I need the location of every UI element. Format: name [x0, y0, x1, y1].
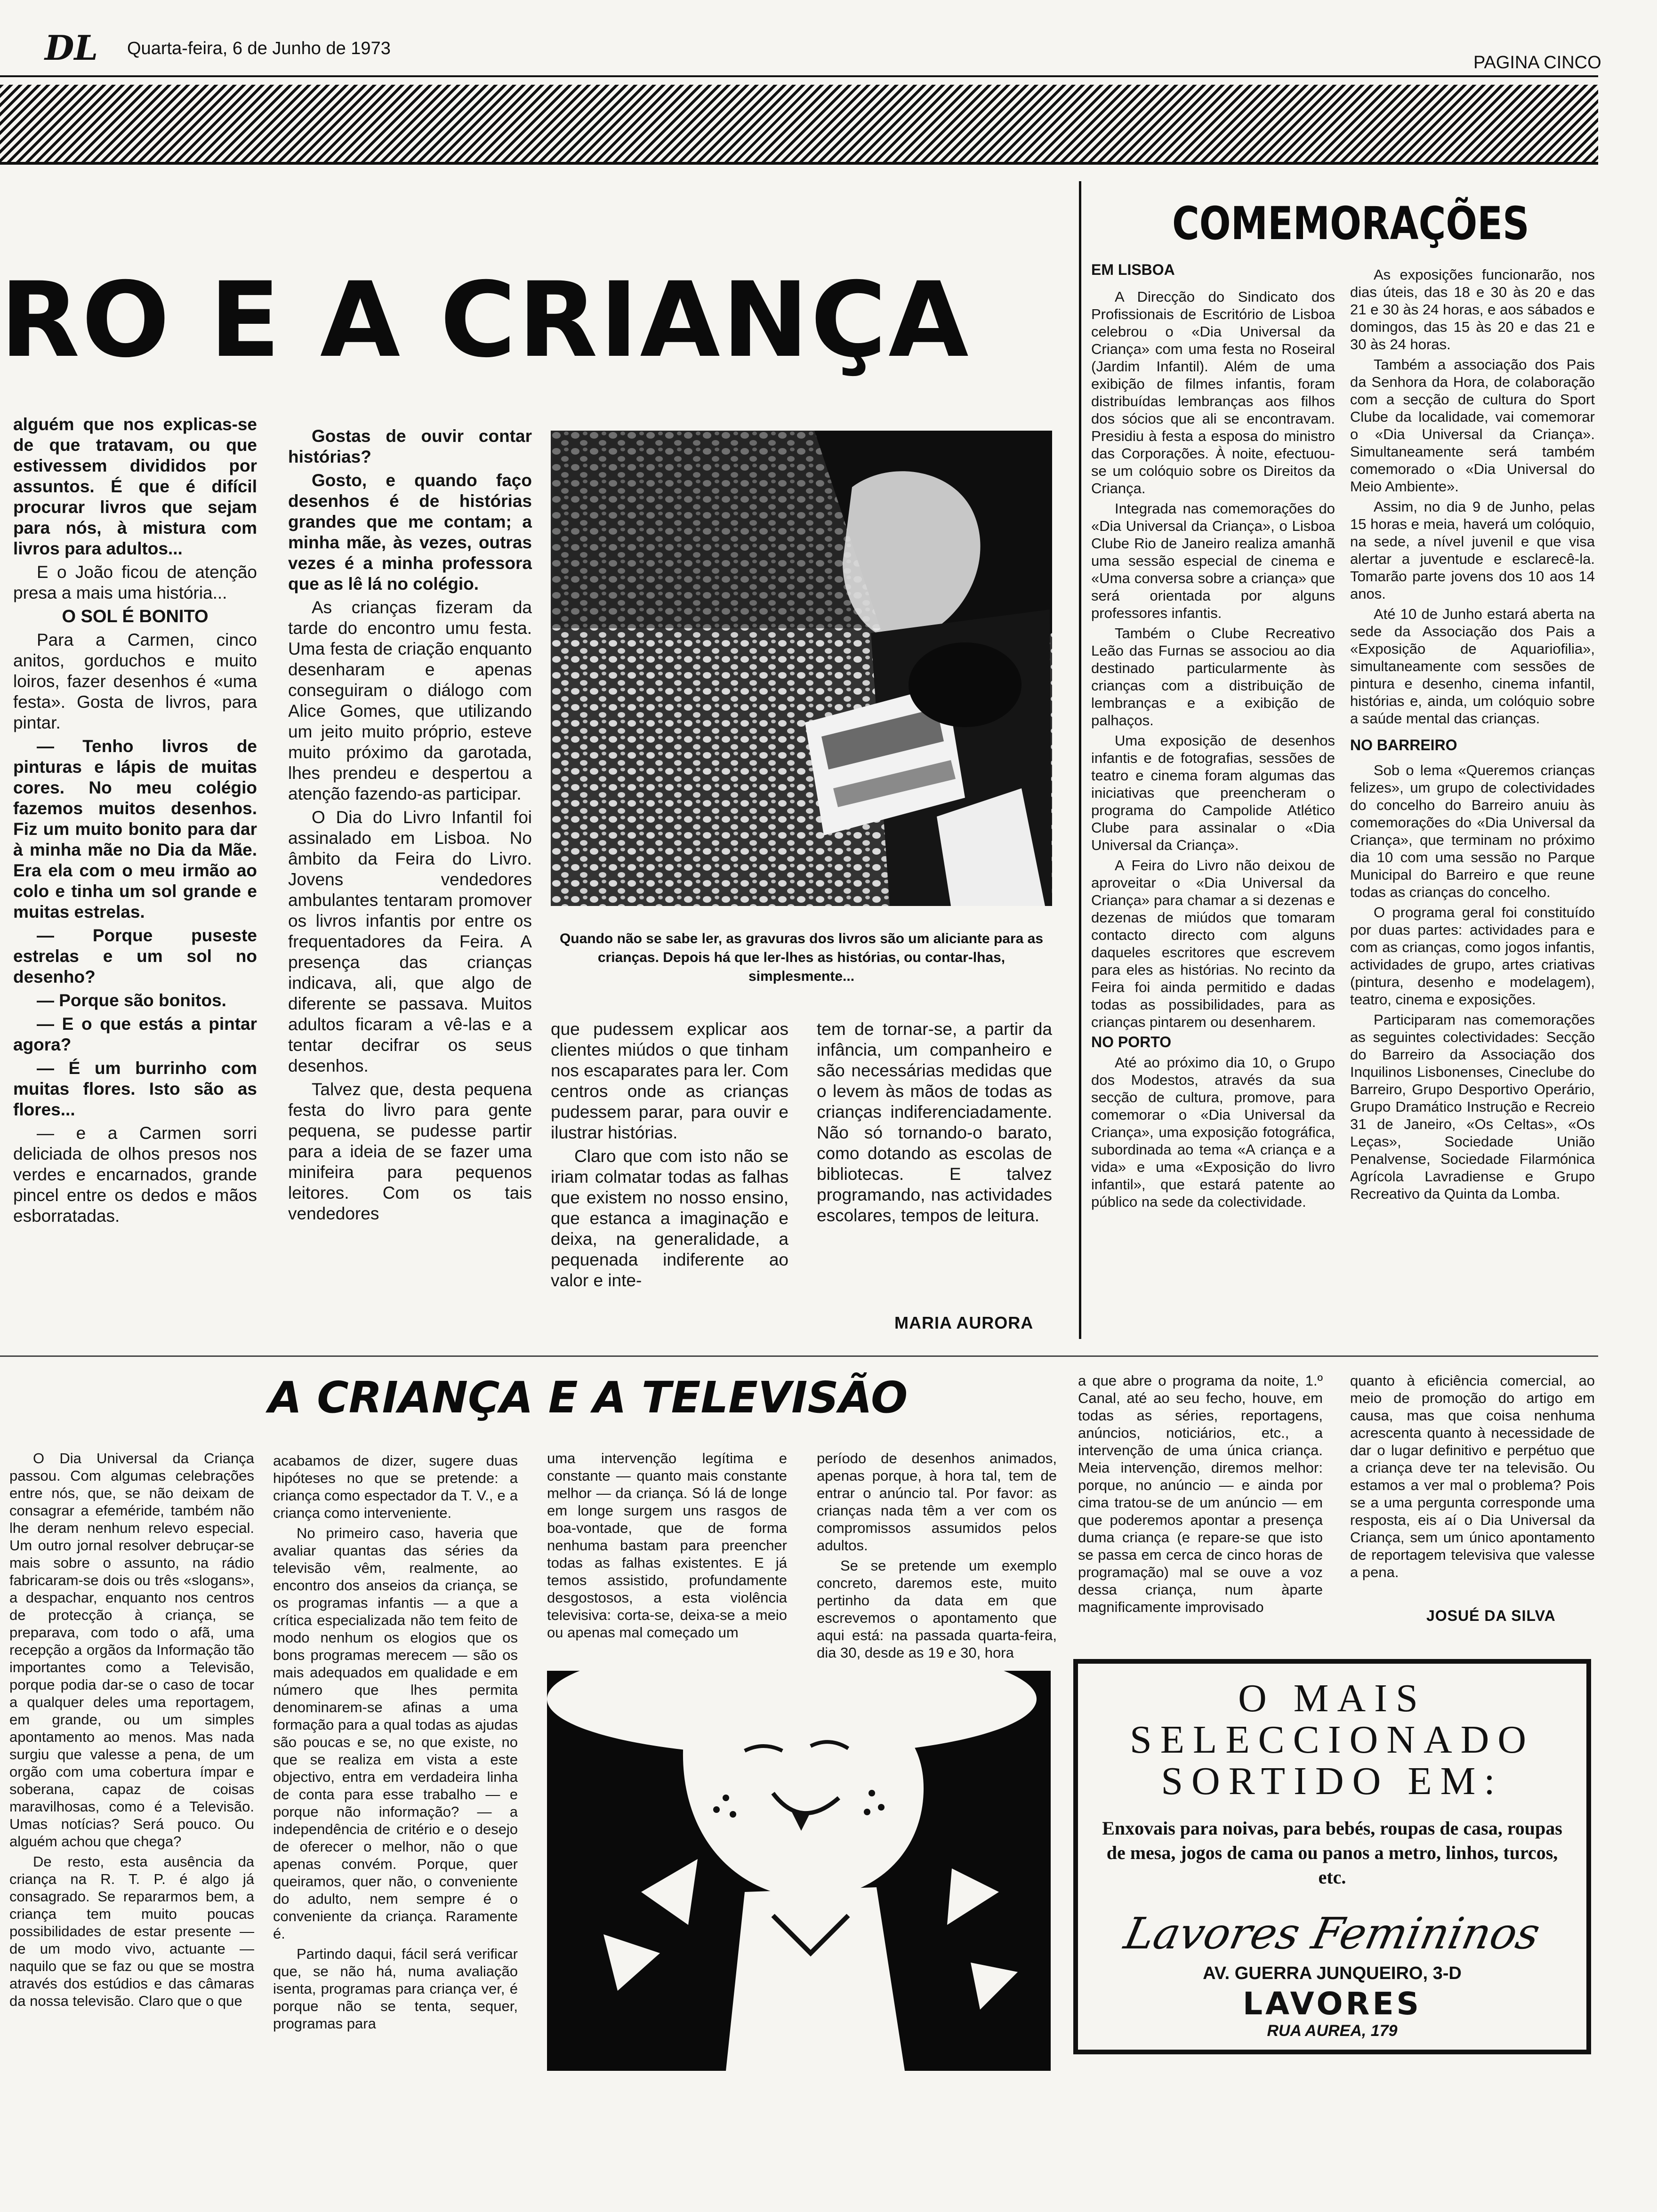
main-title: RO E A CRIANÇA [0, 260, 971, 380]
paragraph: As crianças fizeram da tarde do encontro umu festa. Uma festa de criação enquanto desenharam e apenas conseguiram o diálogo com Alice Gomes, que utilizando um jeito muito próprio, esteve muito próximo da garotada, lhes prendeu e despertou a atenção fazendo-as participar. [288, 598, 532, 803]
paragraph: Integrada nas comemorações do «Dia Universal da Criança», o Lisboa Clube Rio de Janeiro realiza amanhã uma sessão especial de cinema e «Uma conversa sobre a criança» que será orientada por alguns professores infantis. [1091, 500, 1335, 621]
paragraph: alguém que nos explicas-se de que tratavam, ou que estivessem divididos por assuntos. É que é difícil procurar livros que sejam para nós, à mistura com livros para adultos... [13, 415, 257, 558]
paragraph: Gostas de ouvir contar histórias? [288, 426, 532, 466]
paragraph: uma intervenção legítima e constante — quanto mais constante melhor — da criança. Só lá de longe em longe surgem uns rasgos de boa-vontade, que de forma nenhuma bastam para preencher todas as falhas existentes. E já temos assistido, profundamente desgostosos, a esta violência televisiva: corta-se, deixa-se a meio ou apenas mal começado um [547, 1450, 787, 1641]
article1-col3 [551, 1019, 788, 1294]
children-reading-photo [551, 431, 1052, 906]
tv-col3 [547, 1450, 787, 1644]
commemorations-title: COMEMORAÇÕES [1172, 197, 1529, 250]
tv-col1 [9, 1450, 254, 2012]
paragraph: — Porque são bonitos. [37, 991, 226, 1010]
ad-address-1: AV. GUERRA JUNQUEIRO, 3-D [1203, 1964, 1462, 1983]
author-maria-aurora: MARIA AURORA [894, 1313, 1034, 1332]
paragraph: — E o que estás a pintar agora? [13, 1014, 257, 1054]
paragraph: A Direcção do Sindicato dos Profissionais de Escritório de Lisboa celebrou o «Dia Universal da Criança» com uma festa no Roseiral (Jardim Infantil). Além de uma exibição de filmes infantis, foram distribuídas lembranças aos filhos dos sócios que ali se encontravam. Presidiu à festa a esposa do ministro das Corporações. À noite, efectuou-se um colóquio sobre os Direitos da Criança. [1091, 289, 1335, 497]
commemorations-col-a [1091, 261, 1335, 1213]
masthead-logo: DL [45, 28, 98, 68]
paragraph: que pudessem explicar aos clientes miúdos o que tinham nos escaparates para ler. Com centros onde as crianças pudessem parar, para ouvir e ilustrar histórias. [551, 1019, 788, 1142]
paragraph: Claro que com isto não se iriam colmatar todas as falhas que existem no nosso ensino, que estanca a imaginação e deixa, na generalidade, a pequenada indiferente ao valor e inte- [551, 1146, 788, 1290]
ad-brand: LAVORES [1242, 1986, 1422, 2022]
paragraph: tem de tornar-se, a partir da infância, um companheiro e são necessárias medidas que o levem às mãos de todas as crianças indiferenciadamente. Não só tornando-o barato, como dotando as escolas de bibliotecas. E talvez programando, nas actividades escolares, tempos de leitura. [817, 1019, 1052, 1225]
paragraph: Assim, no dia 9 de Junho, pelas 15 horas e meia, haverá um colóquio, na sede, a nível juvenil e que visa alertar a juventude e esclarecê-la. Tomarão parte jovens dos 10 aos 14 anos. [1350, 498, 1595, 602]
header-date: Quarta-feira, 6 de Junho de 1973 [127, 39, 391, 58]
paragraph: — É um burrinho com muitas flores. Isto são as flores... [13, 1058, 257, 1119]
lavores-advertisement [1073, 1659, 1591, 2054]
paragraph: Até ao próximo dia 10, o Grupo dos Modestos, através da sua secção de cultura, promove, para comemorar o «Dia Universal da Criança», uma exposição fotográfica, subordinada ao tema «A criança e a vida» e uma «Exposição do livro infantil», que estará patente ao público na sede da colectividade. [1091, 1054, 1335, 1210]
photo-caption: Quando não se sabe ler, as gravuras dos livros são um aliciante para as crianças. Depois há que ler-lhes as histórias, ou contar-lhas, simplesmente... [559, 931, 1044, 984]
paragraph: O programa geral foi constituído por duas partes: actividades para e com as crianças, como jogos infantis, actividades de grupo, artes criativas (pintura, desenho e modelagem), teatro, cinema e exposições. [1350, 904, 1595, 1008]
paragraph: período de desenhos animados, apenas porque, à hora tal, tem de entrar o anúncio tal. Por favor: as crianças nada têm a ver com os compromissos assumidos pelos adultos. [817, 1450, 1057, 1554]
section-divider [0, 1355, 1598, 1357]
paragraph: No primeiro caso, haveria que avaliar quantas das séries da televisão vêm, realmente, ao encontro dos anseios da criança, se os programas infantis — a que a crítica especializada não tem feito de modo nenhum os elogios que os bons programas merecem — são os mais adequados em qualidade e em número que lhes permita denominarem-se afinas a uma formação para a qual todas as ajudas são poucas e se, no que existe, no que se realiza em vista a este objectivo, entra em verdadeira linha de conta para esse trabalho — e porque não informação? — a independência de critério e o desejo de oferecer o melhor, não o que apenas convém. Porque, quer queiramos, quer não, o conveniente do adulto, nem sempre é o conveniente da criança. Raramente é. [273, 1525, 518, 1942]
commemorations-col-b [1350, 266, 1595, 1205]
paragraph: O Dia do Livro Infantil foi assinalado em Lisboa. No âmbito da Feira do Livro. Jovens vendedores ambulantes tentaram promover os livros infantis por entre os frequentadores da Feira. A presença das crianças indicava, ali, que algo de diferente se passava. Muitos adultos ficaram a vê-las e a tentar decifrar os seus desenhos. [288, 808, 532, 1075]
ad-script-logo: Lavores Femininos [1120, 1908, 1544, 1959]
article1-col2 [288, 426, 532, 1227]
subheading: O SOL É BONITO [62, 607, 209, 626]
article1-col4 [817, 1019, 1052, 1229]
paragraph: Até 10 de Junho estará aberta na sede da Associação dos Pais a «Exposição de Aquariofilia», simultaneamente com sessões de pintura e desenho, cinema infantil, histórias e, ainda, um colóquio sobre a saúde mental das crianças. [1350, 606, 1595, 727]
child-cartoon-illustration [547, 1671, 1051, 2071]
tv-col5 [1078, 1372, 1323, 1619]
author-josue-da-silva: JOSUÉ DA SILVA [1426, 1607, 1556, 1624]
tv-col2 [273, 1452, 518, 2035]
cartoon-drawing [547, 1671, 1051, 2071]
paragraph: a que abre o programa da noite, 1.º Canal, até ao seu fecho, houve, em todas as séries, reportagens, anúncios, noticiários, etc., a intervenção de uma única criança. Meia intervenção, diremos melhor: porque, no anúncio — e ainda por cima tratou-se de um anúncio — em que poderemos apontar a presença duma criança (e repare-se que isto se passa em cerca de cinco horas de programação) mal se ouve a voz dessa criança, num àparte magnificamente improvisado [1078, 1372, 1323, 1615]
subheading: EM LISBOA [1091, 261, 1175, 278]
paragraph: Participaram nas comemorações as seguintes colectividades: Secção do Barreiro da Associação dos Inquilinos Lisbonenses, Cineclube do Barreiro, Grupo Desportivo Operário, Grupo Dramático Instrução e Recreio 31 de Janeiro, «Os Celtas», «Os Leças», Sociedade União Penalvense, Sociedade Filarmónica Agrícola Lavradiense e Grupo Recreativo da Quinta da Lomba. [1350, 1011, 1595, 1202]
paragraph: Também a associação dos Pais da Senhora da Hora, de colaboração com a secção de cultura do Sport Clube da localidade, vai comemorar o «Dia Universal da Criança». Simultaneamente será também comemorado o «Dia Universal do Meio Ambiente». [1350, 356, 1595, 495]
paragraph: Talvez que, desta pequena festa do livro para gente pequena, se pudesse partir para a ideia de se fazer uma minifeira para pequenos leitores. Com os tais vendedores [288, 1080, 532, 1223]
paragraph: Partindo daqui, fácil será verificar que, se não há, numa avaliação isenta, programas para criança ver, é porque não se tenta, sequer, programas para [273, 1946, 518, 2032]
ad-address-2: RUA AUREA, 179 [1267, 2022, 1398, 2040]
paragraph: — Porque puseste estrelas e um sol no desenho? [13, 926, 257, 986]
tv-col4 [817, 1450, 1057, 1664]
paragraph: — Tenho livros de pinturas e lápis de muitas cores. No meu colégio fazemos muitos desenhos. Fiz um muito bonito para dar à minha mãe no Dia da Mãe. Era ela com o meu irmão ao colo e tinha um sol grande e muitas estrelas. [13, 737, 257, 922]
paragraph: Uma exposição de desenhos infantis e de fotografias, sessões de teatro e cinema foram algumas das iniciativas que preencheram o programa do Campolide Atlético Clube para assinalar o «Dia Universal da Criança». [1091, 732, 1335, 853]
paragraph: quanto à eficiência comercial, ao meio de promoção do artigo em causa, mas que coisa nenhuma acrescenta quanto à necessidade de dar o lugar definitivo e perpétuo que a criança deve ter na televisão. Ou estamos a ver mal o problema? Pois se a uma pergunta corresponde uma resposta, eis aí o Dia Universal da Criança, sem um único apontamento de reportagem televisiva que valesse a pena. [1350, 1372, 1595, 1580]
paragraph: Gosto, e quando faço desenhos é de histórias grandes que me contam; a minha mãe, às vezes, outras vezes é a minha professora que as lê lá no colégio. [288, 471, 532, 593]
ad-headline: O MAIS SELECCIONADO SORTIDO EM: [1130, 1676, 1535, 1803]
paragraph: A Feira do Livro não deixou de aproveitar o «Dia Universal da Criança» para chamar a si dezenas e dezenas de miúdos que tomaram contacto directo com alguns daqueles escritores que escrevem para eles as histórias. No recinto da Feira foi ainda permitido e dadas todas as possibilidades, para as crianças pintarem ou desenharem. [1091, 857, 1335, 1030]
tv-col6 [1350, 1372, 1595, 1584]
subheading: NO BARREIRO [1350, 737, 1457, 753]
paragraph: Se se pretende um exemplo concreto, daremos este, muito pertinho da data em que escrevemos o apontamento que aqui está: na passada quarta-feira, dia 30, desde as 19 e 30, hora [817, 1557, 1057, 1661]
paragraph: Para a Carmen, cinco anitos, gorduchos e muito loiros, fazer desenhos é «uma festa». Gosta de livros, para pintar. [13, 630, 257, 732]
article1-col1 [13, 414, 257, 1229]
ad-body: Enxovais para noivas, para bebés, roupas de casa, roupas de mesa, jogos de cama ou panos a metro, linhos, turcos, etc. [1102, 1818, 1562, 1888]
paragraph: De resto, esta ausência da criança na R. T. P. é algo já consagrado. Se repararmos bem, a criança tem muito poucas possibilidades de estar presente — de um modo vivo, actuante — naquilo que se faz ou que se mostra através dos estúdios e das câmaras da nossa televisão. Claro que o que [9, 1853, 254, 2009]
paragraph: acabamos de dizer, sugere duas hipóteses no que se pretende: a criança como espectador da T. V., e a criança como interveniente. [273, 1452, 518, 1521]
hatched-banner [0, 85, 1598, 165]
photo-illustration [551, 431, 1052, 906]
paragraph: — e a Carmen sorri deliciada de olhos presos nos verdes e encarnados, grande pincel entre os dedos e mãos esborratadas. [13, 1123, 257, 1226]
header-rule [0, 75, 1598, 77]
paragraph: O Dia Universal da Criança passou. Com algumas celebrações entre nós, que, se não deixam de consagrar a efeméride, também não lhe deram nenhum relevo especial. Um outro jornal resolver debruçar-se mais sobre o assunto, na rádio fabricaram-se dois ou três «slogans», a despachar, enquanto nos centros de protecção à criança, se preparava, com todo o afã, uma recepção a orgãos da Informação tão importantes como a Televisão, porque podia dar-se o caso de tocar a qualquer deles uma reportagem, em grande, ou um simples apontamento ao menos. Mas nada surgiu que valesse a pena, de um orgão com uma cobertura ímpar e soberana, capaz de coisas maravilhosas, como é a Televisão. Umas notícias? Será pouco. Ou alguém achou que chega? [9, 1450, 254, 1850]
paragraph: Sob o lema «Queremos crianças felizes», um grupo de colectividades do concelho do Barreiro anuiu às comemorações do «Dia Universal da Criança», que terminam no próximo dia 10 com uma sessão no Parque Municipal do Barreiro e que reune todas as crianças do concelho. [1350, 762, 1595, 900]
tv-article-title: A CRIANÇA E A TELEVISÃO [268, 1372, 908, 1423]
paragraph: As exposições funcionarão, nos dias úteis, das 18 e 30 às 20 e das 21 e 30 às 24 horas, e aos sábados e domingos, das 15 às 20 e das 21 e 30 às 24 horas. [1350, 266, 1595, 353]
header-page: PAGINA CINCO [1473, 53, 1601, 72]
paragraph: E o João ficou de atenção presa a mais uma história... [13, 562, 257, 602]
paragraph: Também o Clube Recreativo Leão das Furnas se associou ao dia destinado particularmente às crianças com a distribuição de lembranças e a exibição de palhaços. [1091, 625, 1335, 729]
column-rule [1079, 181, 1081, 1339]
subheading: NO PORTO [1091, 1034, 1172, 1050]
